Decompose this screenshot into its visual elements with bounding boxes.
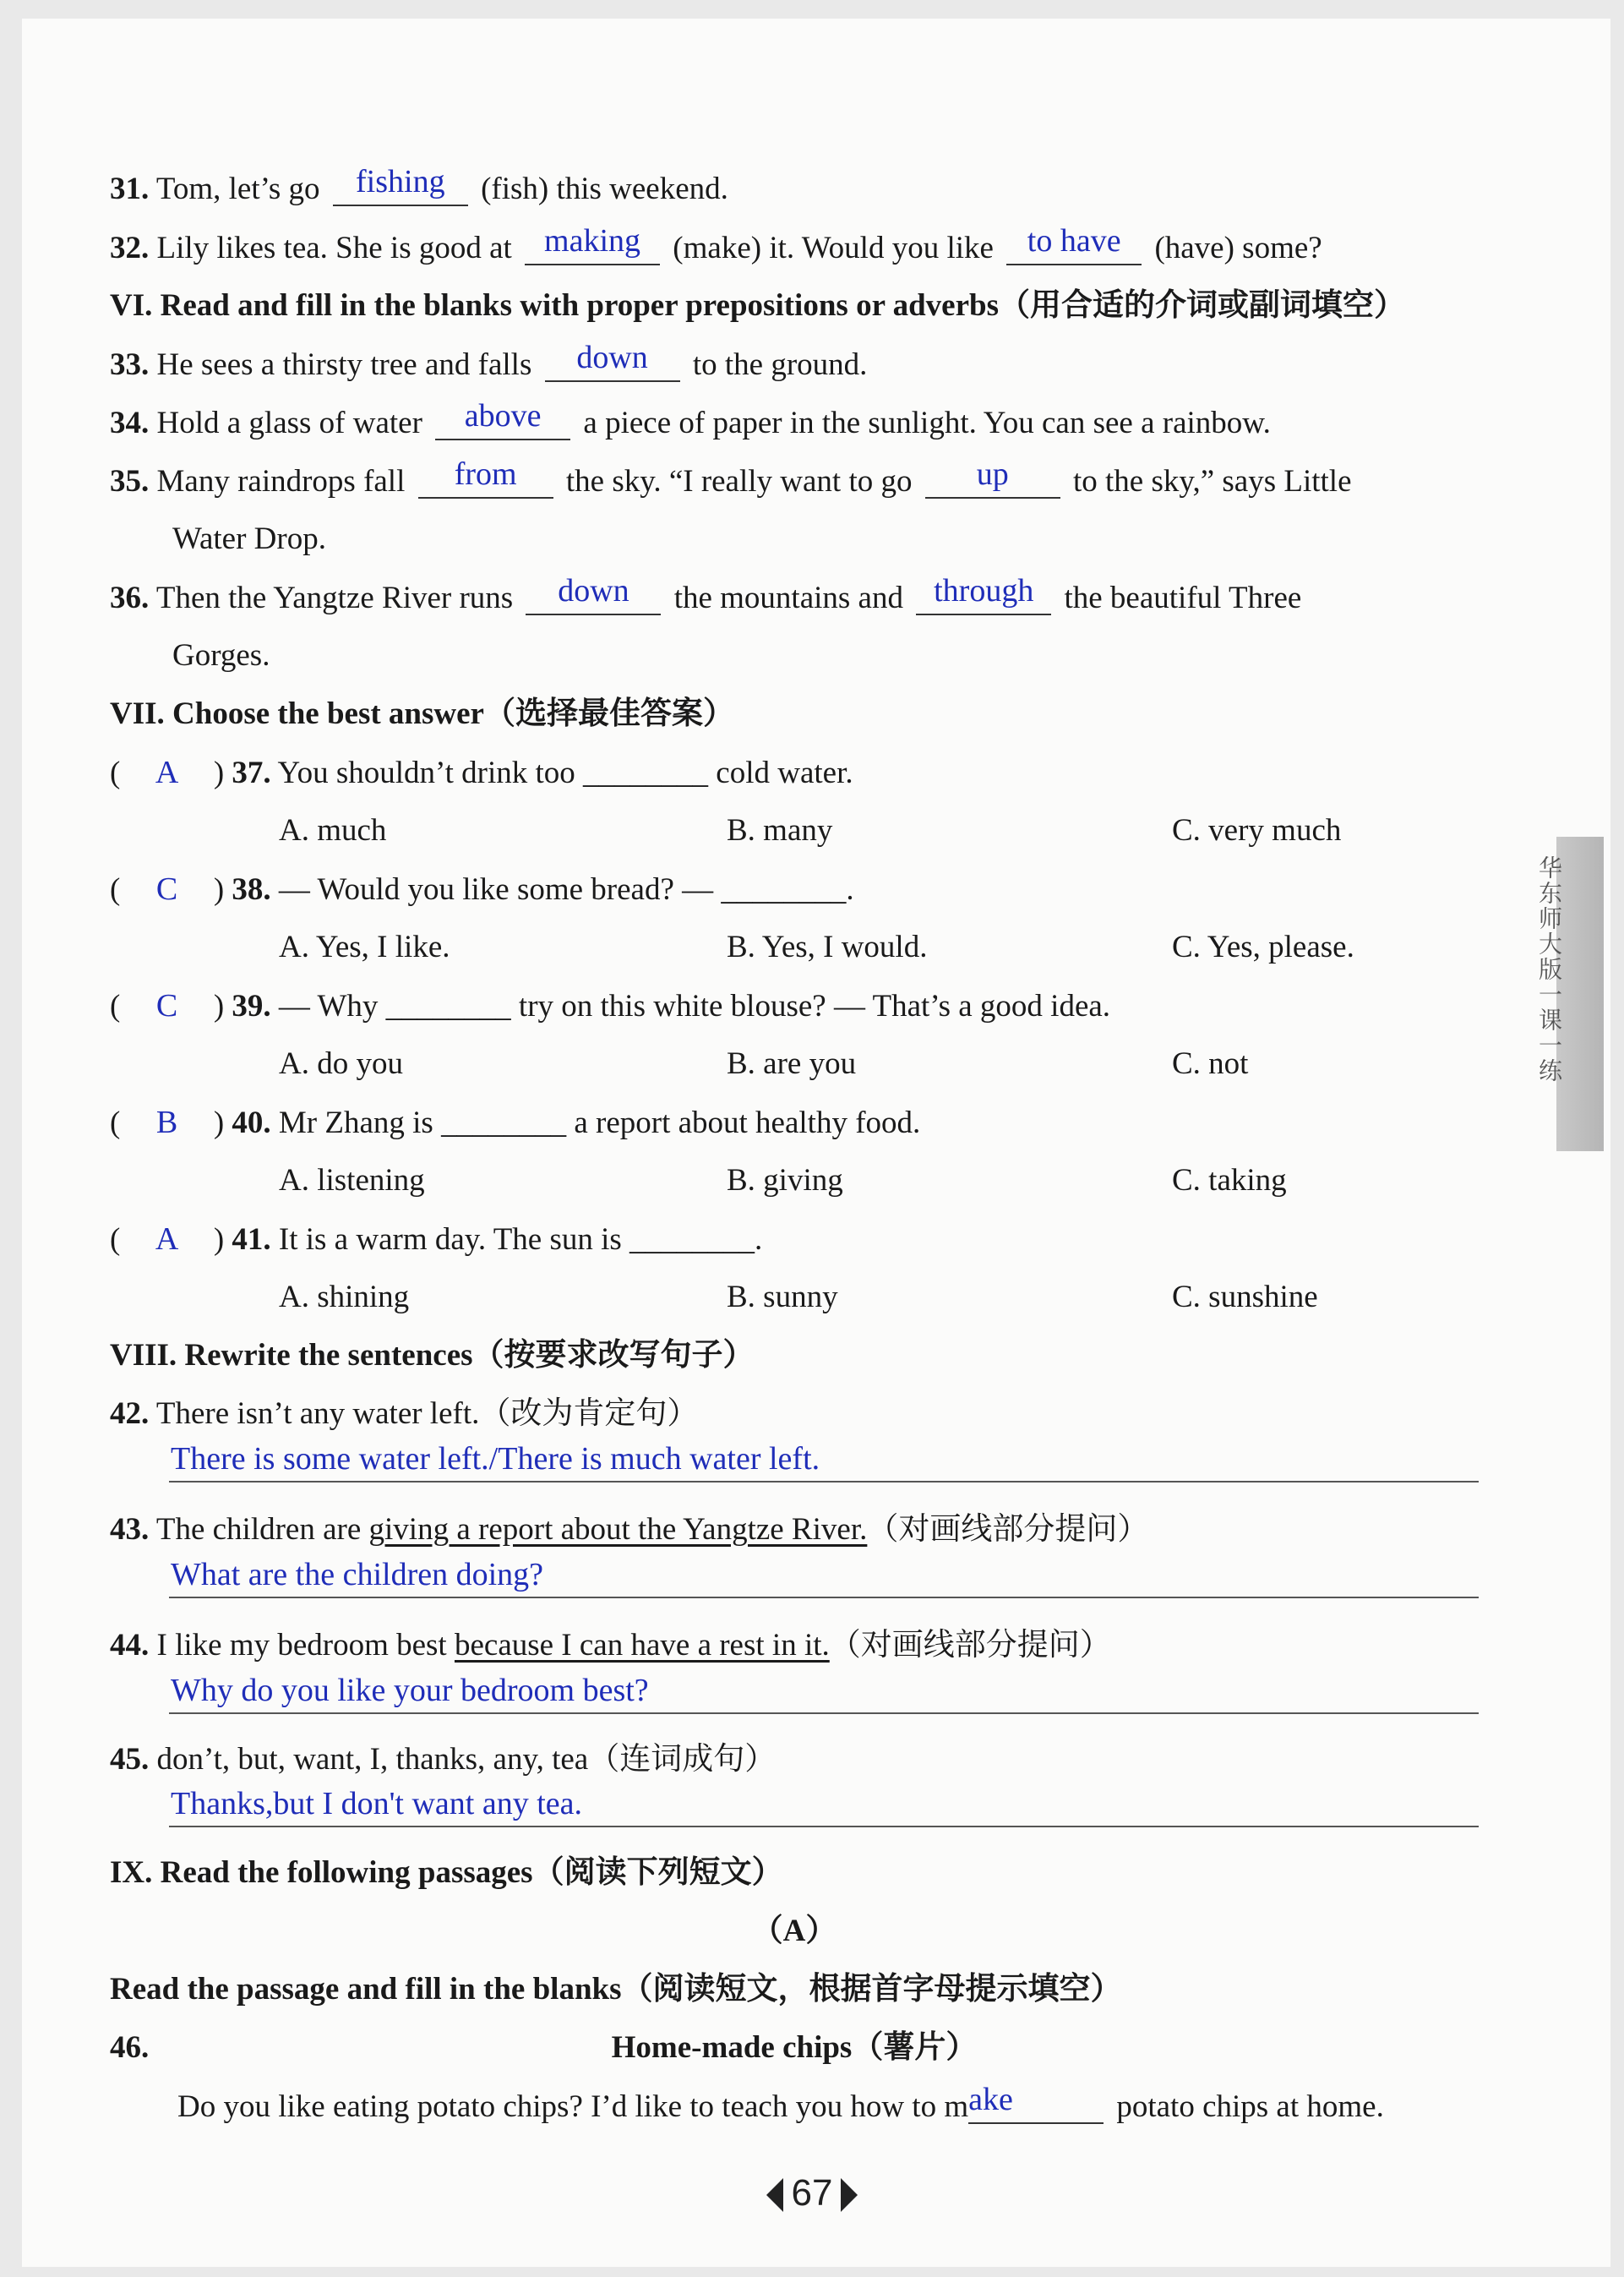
question-45 <box>110 1739 776 1781</box>
answer-blank[interactable] <box>925 456 1060 499</box>
handwritten-answer: to have <box>1027 223 1121 259</box>
question-instruction: （对画线部分提问） <box>829 1628 1111 1663</box>
question-number: 31. <box>110 172 150 206</box>
option-b: B. Yes, I would. <box>727 930 928 964</box>
question-text: Hold a glass of water <box>156 406 422 440</box>
answer-line[interactable] <box>169 1665 1479 1714</box>
question-34 <box>110 398 1271 445</box>
question-text: He sees a thirsty tree and falls <box>156 347 532 382</box>
handwritten-answer: A <box>155 1221 179 1257</box>
question-number: 42. <box>110 1396 150 1431</box>
question-43 <box>110 1509 1148 1551</box>
question-number: 44. <box>110 1628 150 1663</box>
option-c: C. Yes, please. <box>1172 930 1354 964</box>
page-number-text: 67 <box>791 2172 833 2214</box>
question-44 <box>110 1624 1111 1667</box>
option-a: A. much <box>279 813 387 848</box>
underlined-text: giving a report about the Yangtze River. <box>368 1512 868 1547</box>
handwritten-answer: through <box>934 573 1034 609</box>
answer-line[interactable] <box>169 1549 1479 1598</box>
passage-sentence: Do you like eating potato chips? I’d like to teach you how to m <box>177 2089 969 2124</box>
option-b: B. are you <box>727 1046 857 1081</box>
question-36 <box>110 573 1302 620</box>
answer-paren[interactable]: ( C ) <box>110 871 225 907</box>
question-number: 37. <box>232 756 271 790</box>
question-text: don’t, but, want, I, thanks, any, tea（连词成句） <box>156 1742 777 1777</box>
question-46-number: 46. <box>110 2030 150 2065</box>
question-text: Many raindrops fall <box>156 464 406 499</box>
answer-blank[interactable] <box>545 340 680 382</box>
answer-blank[interactable] <box>435 398 570 440</box>
question-42 <box>110 1393 698 1435</box>
answer-blank[interactable] <box>333 164 468 206</box>
handwritten-answer: up <box>976 456 1009 492</box>
handwritten-answer: Thanks,but I don't want any tea. <box>171 1786 583 1821</box>
question-number: 36. <box>110 581 150 615</box>
question-35-continued: Water Drop. <box>172 521 326 556</box>
question-31 <box>110 164 728 210</box>
section-heading-ix-a: Read the passage and fill in the blanks（阅读短文，根据首字母提示填空） <box>110 1972 1122 2007</box>
passage-sentence: potato chips at home. <box>1116 2089 1384 2124</box>
handwritten-answer: A <box>155 755 179 790</box>
question-text: There isn’t any water left.（改为肯定句） <box>155 1396 699 1431</box>
passage-title: Home-made chips（薯片） <box>611 2030 978 2065</box>
option-c: C. taking <box>1172 1163 1287 1198</box>
question-text: (fish) this weekend. <box>481 172 728 206</box>
handwritten-answer: What are the children doing? <box>171 1557 544 1592</box>
question-text: Lily likes tea. She is good at <box>156 231 512 265</box>
mc-question <box>110 751 853 794</box>
question-text: to the sky,” says Little <box>1073 464 1352 499</box>
question-35 <box>110 456 1352 503</box>
underlined-text: because I can have a rest in it. <box>454 1628 830 1663</box>
option-a: A. listening <box>279 1163 425 1198</box>
question-number: 38. <box>232 872 271 907</box>
question-text: I like my bedroom best <box>156 1628 447 1663</box>
page-number <box>0 2172 1624 2214</box>
question-stem: — Would you like some bread? — ________. <box>278 872 854 907</box>
handwritten-answer: making <box>544 223 641 259</box>
option-c: C. not <box>1172 1046 1249 1081</box>
handwritten-answer: C <box>155 871 178 907</box>
handwritten-answer: Why do you like your bedroom best? <box>171 1673 649 1708</box>
section-heading-viii: VIII. Rewrite the sentences（按要求改写句子） <box>110 1338 755 1373</box>
question-text: a piece of paper in the sunlight. You can see a rainbow. <box>583 406 1271 440</box>
handwritten-answer: from <box>454 456 517 492</box>
answer-blank[interactable] <box>916 573 1051 615</box>
option-b: B. many <box>727 813 833 848</box>
passage-text <box>177 2082 1384 2128</box>
question-text: Then the Yangtze River runs <box>155 581 514 615</box>
answer-paren[interactable]: ( A ) <box>110 1221 225 1257</box>
option-b: B. sunny <box>727 1280 838 1314</box>
question-33 <box>110 340 868 386</box>
question-stem: — Why ________ try on this white blouse? — That’s a good idea. <box>278 989 1111 1024</box>
answer-blank[interactable] <box>526 573 661 615</box>
handwritten-answer: down <box>576 340 648 375</box>
question-text: (have) some? <box>1154 231 1322 265</box>
question-number: 45. <box>110 1742 150 1777</box>
question-text: the beautiful Three <box>1064 581 1302 615</box>
mc-question <box>110 1101 920 1144</box>
option-a: A. do you <box>279 1046 403 1081</box>
question-text: to the ground. <box>692 347 868 382</box>
mc-question <box>110 868 854 911</box>
handwritten-answer: down <box>558 573 629 609</box>
question-number: 33. <box>110 347 150 382</box>
question-text: (make) it. Would you like <box>673 231 994 265</box>
question-number: 35. <box>110 464 150 499</box>
handwritten-answer: fishing <box>356 164 445 199</box>
answer-paren[interactable]: ( C ) <box>110 988 225 1024</box>
question-number: 41. <box>232 1222 271 1257</box>
question-number: 40. <box>232 1106 271 1140</box>
section-heading-vii: VII. Choose the best answer（选择最佳答案） <box>110 696 734 731</box>
question-number: 43. <box>110 1512 150 1547</box>
section-heading-vi: VI. Read and fill in the blanks with proper prepositions or adverbs（用合适的介词或副词填空） <box>110 288 1405 323</box>
question-number: 32. <box>110 231 150 265</box>
question-instruction: （对画线部分提问） <box>867 1512 1149 1547</box>
question-36-continued: Gorges. <box>172 638 270 673</box>
question-stem: It is a warm day. The sun is ________. <box>278 1222 763 1257</box>
question-text: Tom, let’s go <box>155 172 320 206</box>
question-number: 39. <box>232 989 271 1024</box>
answer-blank[interactable] <box>525 223 660 265</box>
answer-blank[interactable] <box>418 456 553 499</box>
triangle-left-icon <box>766 2178 783 2212</box>
passage-label: （A） <box>751 1914 837 1948</box>
answer-line[interactable] <box>169 1433 1479 1483</box>
question-text: the sky. “I really want to go <box>565 464 913 499</box>
handwritten-answer: B <box>155 1105 178 1140</box>
question-number: 34. <box>110 406 150 440</box>
mc-question <box>110 985 1110 1028</box>
side-tab-label: 华东师大版一课一练 <box>1535 855 1563 1084</box>
option-a: A. shining <box>279 1280 410 1314</box>
answer-paren[interactable]: ( A ) <box>110 755 225 790</box>
handwritten-answer: above <box>464 398 542 434</box>
handwritten-answer: C <box>155 988 178 1024</box>
triangle-right-icon <box>841 2178 858 2212</box>
option-a: A. Yes, I like. <box>279 930 450 964</box>
option-c: C. sunshine <box>1172 1280 1318 1314</box>
question-text: the mountains and <box>673 581 903 615</box>
answer-blank[interactable] <box>1006 223 1142 265</box>
option-b: B. giving <box>727 1163 843 1198</box>
question-stem: You shouldn’t drink too ________ cold water. <box>277 756 853 790</box>
answer-line[interactable] <box>169 1778 1479 1827</box>
section-heading-ix: IX. Read the following passages（阅读下列短文） <box>110 1855 783 1890</box>
handwritten-answer: ake <box>968 2082 1013 2117</box>
mc-question <box>110 1218 762 1261</box>
answer-blank[interactable] <box>968 2082 1104 2124</box>
question-text: The children are <box>155 1512 362 1547</box>
handwritten-answer: There is some water left./There is much water left. <box>171 1441 820 1477</box>
answer-paren[interactable]: ( B ) <box>110 1105 225 1140</box>
question-stem: Mr Zhang is ________ a report about healthy food. <box>278 1106 921 1140</box>
question-32 <box>110 223 1322 270</box>
option-c: C. very much <box>1172 813 1342 848</box>
